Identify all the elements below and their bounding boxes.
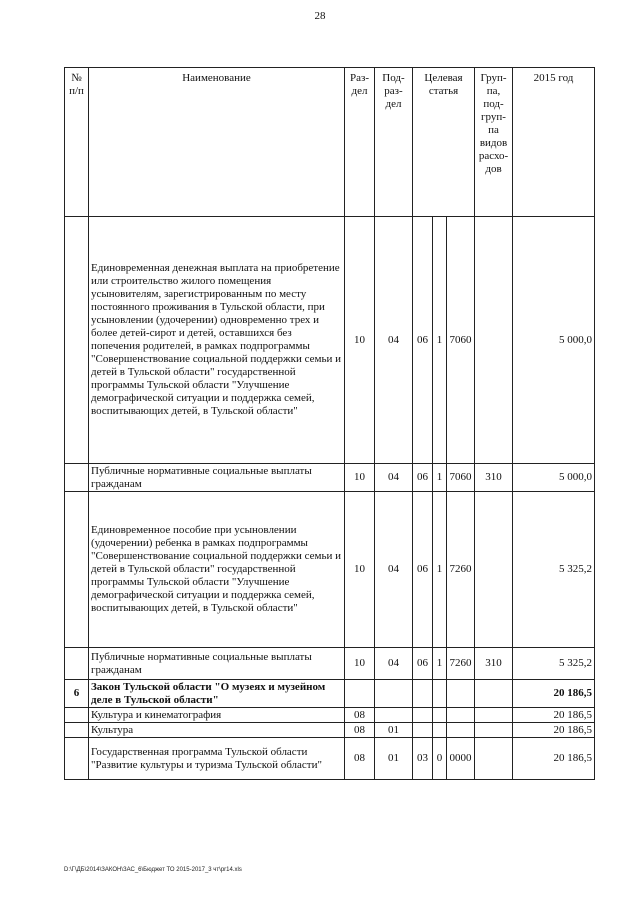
- cell-cs3: [447, 723, 475, 738]
- cell-num: [65, 464, 89, 492]
- cell-gruppa: [475, 680, 513, 708]
- cell-amount: 20 186,5: [513, 680, 595, 708]
- header-name: Наименование: [89, 68, 345, 217]
- cell-gruppa: 310: [475, 464, 513, 492]
- cell-num: 6: [65, 680, 89, 708]
- cell-cs2: [433, 723, 447, 738]
- table-row: [65, 738, 595, 780]
- cell-podrazdel: 04: [375, 492, 413, 648]
- file-path-footer: D:\Г\ДБ\2014\ЗАКОН\ЗАС_6\Бюджет ТО 2015-2017_3 чт\pr14.xls: [64, 867, 242, 873]
- cell-num: [65, 723, 89, 738]
- cell-gruppa: [475, 217, 513, 464]
- cell-cs2: 0: [433, 738, 447, 780]
- table-row-section: [65, 680, 595, 708]
- cell-cs1: 06: [413, 648, 433, 680]
- cell-gruppa: [475, 738, 513, 780]
- cell-cs1: 06: [413, 464, 433, 492]
- cell-cs3: [447, 708, 475, 723]
- cell-podrazdel: 04: [375, 648, 413, 680]
- cell-amount: 5 325,2: [513, 492, 595, 648]
- cell-cs3: 7060: [447, 217, 475, 464]
- header-celevaya: Целевая статья: [413, 68, 475, 217]
- cell-cs3: [447, 680, 475, 708]
- cell-amount: 5 000,0: [513, 217, 595, 464]
- budget-table: [64, 67, 595, 780]
- cell-razdel: 10: [345, 648, 375, 680]
- header-year: 2015 год: [513, 68, 595, 217]
- cell-cs1: 06: [413, 217, 433, 464]
- cell-cs3: 7060: [447, 464, 475, 492]
- cell-cs2: [433, 708, 447, 723]
- cell-amount: 5 325,2: [513, 648, 595, 680]
- cell-gruppa: [475, 723, 513, 738]
- cell-razdel: [345, 680, 375, 708]
- table-row: [65, 492, 595, 648]
- cell-name: Государственная программа Тульской области "Развитие культуры и туризма Тульской области": [89, 738, 345, 780]
- cell-amount: 20 186,5: [513, 738, 595, 780]
- cell-cs2: 1: [433, 648, 447, 680]
- cell-amount: 20 186,5: [513, 708, 595, 723]
- cell-podrazdel: [375, 680, 413, 708]
- cell-name: Публичные нормативные социальные выплаты гражданам: [89, 464, 345, 492]
- cell-num: [65, 217, 89, 464]
- cell-razdel: 08: [345, 738, 375, 780]
- cell-podrazdel: 04: [375, 464, 413, 492]
- cell-razdel: 10: [345, 492, 375, 648]
- header-razdel: Раз- дел: [345, 68, 375, 217]
- cell-podrazdel: 01: [375, 738, 413, 780]
- cell-cs1: [413, 723, 433, 738]
- table-row: [65, 464, 595, 492]
- cell-name: Единовременная денежная выплата на приобретение или строительство жилого помещения усыновителям, зарегистрированным по месту постоянного проживания в Тульской области, при усыновлении (удочерении) одновременно трех и более детей-сирот и детей, оставшихся без попечения родителей, в рамках подпрограммы "Совершенствование социальной поддержки семьи и детей в Тульской области" государственной программы Тульской области "Улучшение демографической ситуации и поддержка семей, воспитывающих детей, в Тульской области": [89, 217, 345, 464]
- cell-cs3: 7260: [447, 648, 475, 680]
- cell-name: Единовременное пособие при усыновлении (удочерении) ребенка в рамках подпрограммы "Совершенствование социальной поддержки семьи и детей в Тульской области" государственной программы Тульской области "Улучшение демографической ситуации и поддержка семей, воспитывающих детей, в Тульской области": [89, 492, 345, 648]
- cell-cs2: [433, 680, 447, 708]
- table-header-row: [65, 68, 595, 217]
- cell-cs2: 1: [433, 492, 447, 648]
- cell-cs1: 03: [413, 738, 433, 780]
- page-number: 28: [314, 10, 326, 22]
- header-podrazdel: Под- раз- дел: [375, 68, 413, 217]
- cell-name: Культура: [89, 723, 345, 738]
- cell-razdel: 10: [345, 464, 375, 492]
- cell-name: Культура и кинематография: [89, 708, 345, 723]
- header-num: № п/п: [65, 68, 89, 217]
- header-gruppa: Груп- па, под- груп- па видов расхо- дов: [475, 68, 513, 217]
- cell-num: [65, 738, 89, 780]
- table-row: [65, 217, 595, 464]
- cell-podrazdel: 04: [375, 217, 413, 464]
- cell-amount: 5 000,0: [513, 464, 595, 492]
- cell-gruppa: [475, 708, 513, 723]
- cell-cs3: 7260: [447, 492, 475, 648]
- cell-name: Публичные нормативные социальные выплаты гражданам: [89, 648, 345, 680]
- cell-gruppa: 310: [475, 648, 513, 680]
- cell-razdel: 10: [345, 217, 375, 464]
- cell-cs2: 1: [433, 464, 447, 492]
- cell-cs1: 06: [413, 492, 433, 648]
- cell-cs2: 1: [433, 217, 447, 464]
- cell-gruppa: [475, 492, 513, 648]
- cell-podrazdel: [375, 708, 413, 723]
- table-row: [65, 708, 595, 723]
- cell-num: [65, 708, 89, 723]
- cell-podrazdel: 01: [375, 723, 413, 738]
- cell-cs3: 0000: [447, 738, 475, 780]
- cell-cs1: [413, 708, 433, 723]
- cell-amount: 20 186,5: [513, 723, 595, 738]
- cell-num: [65, 648, 89, 680]
- table-row: [65, 648, 595, 680]
- cell-num: [65, 492, 89, 648]
- cell-name: Закон Тульской области "О музеях и музейном деле в Тульской области": [89, 680, 345, 708]
- cell-razdel: 08: [345, 723, 375, 738]
- cell-razdel: 08: [345, 708, 375, 723]
- cell-cs1: [413, 680, 433, 708]
- table-row: [65, 723, 595, 738]
